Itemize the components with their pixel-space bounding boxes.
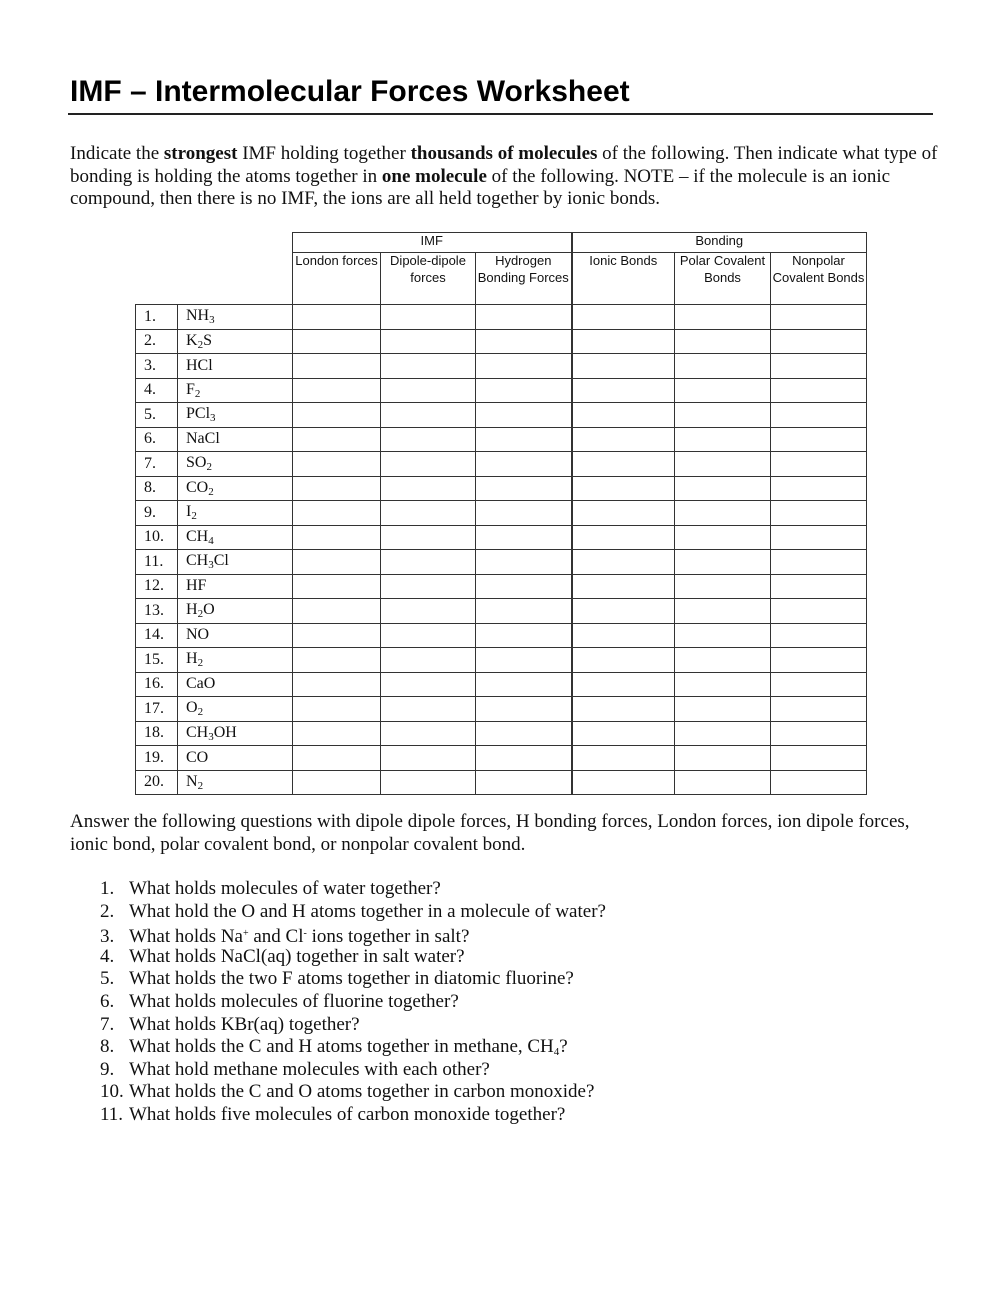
answer-cell-polar-covalent[interactable] bbox=[675, 721, 771, 746]
question-text: What hold methane molecules with each other? bbox=[129, 1058, 490, 1080]
molecule-formula bbox=[178, 378, 293, 403]
answer-cell-polar-covalent[interactable] bbox=[675, 770, 771, 795]
formula-text: H bbox=[186, 650, 198, 668]
intro-text-3: of the following. Then indicate what type of bonding is holding the atoms together in bbox=[70, 143, 938, 187]
table-row bbox=[136, 672, 867, 697]
answer-cell-polar-covalent[interactable] bbox=[675, 746, 771, 771]
answer-cell-london[interactable] bbox=[293, 452, 381, 477]
answer-cell-london[interactable] bbox=[293, 354, 381, 379]
row-number: 16. bbox=[136, 672, 178, 697]
row-number: 13. bbox=[136, 599, 178, 624]
answer-cell-polar-covalent[interactable] bbox=[675, 476, 771, 501]
answer-cell-polar-covalent[interactable] bbox=[675, 452, 771, 477]
answer-cell-polar-covalent[interactable] bbox=[675, 403, 771, 428]
question-text: What holds the two F atoms together in diatomic fluorine? bbox=[129, 968, 574, 990]
table-group-header-row bbox=[136, 233, 867, 253]
answer-cell-hydrogen-bonding[interactable] bbox=[476, 403, 572, 428]
table-row bbox=[136, 746, 867, 771]
answer-cell-polar-covalent[interactable] bbox=[675, 378, 771, 403]
formula-text: NH bbox=[186, 307, 210, 325]
formula-text: OH bbox=[213, 723, 237, 741]
table-row bbox=[136, 476, 867, 501]
answer-cell-nonpolar-covalent[interactable] bbox=[771, 305, 867, 330]
formula-text: HCl bbox=[186, 356, 213, 374]
molecule-formula bbox=[178, 525, 293, 550]
question-text: What holds molecules of water together? bbox=[129, 878, 441, 899]
formula-subscript: 3 bbox=[208, 559, 214, 572]
answer-cell-hydrogen-bonding[interactable] bbox=[476, 525, 572, 550]
answer-cell-london[interactable] bbox=[293, 599, 381, 624]
table-row bbox=[136, 329, 867, 354]
formula-subscript: 3 bbox=[208, 730, 214, 743]
answer-cell-london[interactable] bbox=[293, 525, 381, 550]
col-header-nonpolar-covalent: Nonpolar Covalent Bonds bbox=[771, 253, 867, 305]
answer-cell-hydrogen-bonding[interactable] bbox=[476, 476, 572, 501]
answer-cell-hydrogen-bonding[interactable] bbox=[476, 329, 572, 354]
answer-cell-dipole-dipole[interactable] bbox=[381, 476, 476, 501]
answer-cell-london[interactable] bbox=[293, 672, 381, 697]
answer-cell-hydrogen-bonding[interactable] bbox=[476, 427, 572, 452]
answer-cell-polar-covalent[interactable] bbox=[675, 697, 771, 722]
answer-cell-dipole-dipole[interactable] bbox=[381, 305, 476, 330]
molecule-formula bbox=[178, 746, 293, 771]
molecule-formula bbox=[178, 648, 293, 673]
formula-text: CH bbox=[186, 527, 209, 545]
answer-cell-ionic[interactable] bbox=[572, 599, 675, 624]
question-number: 11. bbox=[100, 1103, 124, 1125]
question-text: ? bbox=[559, 1036, 568, 1058]
question-item bbox=[70, 901, 606, 924]
intro-text-2: IMF holding together bbox=[237, 143, 411, 164]
table-row bbox=[136, 525, 867, 550]
answer-cell-hydrogen-bonding[interactable] bbox=[476, 672, 572, 697]
answer-cell-dipole-dipole[interactable] bbox=[381, 574, 476, 599]
instructions-paragraph bbox=[70, 143, 940, 211]
question-number: 10. bbox=[100, 1081, 124, 1103]
question-item bbox=[70, 1104, 606, 1127]
answer-cell-dipole-dipole[interactable] bbox=[381, 427, 476, 452]
answer-cell-hydrogen-bonding[interactable] bbox=[476, 550, 572, 575]
answer-cell-polar-covalent[interactable] bbox=[675, 672, 771, 697]
answer-cell-dipole-dipole[interactable] bbox=[381, 770, 476, 795]
answer-cell-london[interactable] bbox=[293, 550, 381, 575]
answer-cell-nonpolar-covalent[interactable] bbox=[771, 476, 867, 501]
answer-cell-dipole-dipole[interactable] bbox=[381, 525, 476, 550]
answer-cell-ionic[interactable] bbox=[572, 305, 675, 330]
answer-cell-hydrogen-bonding[interactable] bbox=[476, 770, 572, 795]
answer-cell-nonpolar-covalent[interactable] bbox=[771, 648, 867, 673]
formula-subscript: 2 bbox=[191, 510, 197, 523]
question-item bbox=[70, 991, 606, 1014]
answer-cell-nonpolar-covalent[interactable] bbox=[771, 550, 867, 575]
question-number: 7. bbox=[100, 1013, 115, 1035]
question-number: 4. bbox=[100, 945, 115, 967]
answer-cell-ionic[interactable] bbox=[572, 623, 675, 648]
answer-cell-hydrogen-bonding[interactable] bbox=[476, 574, 572, 599]
formula-text: PCl bbox=[186, 405, 211, 423]
answer-cell-polar-covalent[interactable] bbox=[675, 623, 771, 648]
answer-cell-ionic[interactable] bbox=[572, 378, 675, 403]
answer-cell-dipole-dipole[interactable] bbox=[381, 648, 476, 673]
formula-subscript: 2 bbox=[197, 706, 204, 719]
answer-cell-london[interactable] bbox=[293, 476, 381, 501]
formula-text: CH bbox=[186, 552, 209, 570]
row-number: 12. bbox=[136, 574, 178, 599]
formula-subscript: 2 bbox=[197, 338, 204, 351]
question-subscript: 4 bbox=[553, 1046, 560, 1059]
answer-cell-ionic[interactable] bbox=[572, 329, 675, 354]
answer-cell-london[interactable] bbox=[293, 648, 381, 673]
table-row bbox=[136, 550, 867, 575]
answer-cell-nonpolar-covalent[interactable] bbox=[771, 427, 867, 452]
answer-cell-london[interactable] bbox=[293, 378, 381, 403]
formula-subscript: 2 bbox=[208, 485, 214, 498]
formula-text: HF bbox=[186, 577, 207, 595]
formula-subscript: 2 bbox=[194, 387, 201, 400]
answer-cell-nonpolar-covalent[interactable] bbox=[771, 697, 867, 722]
row-number: 1. bbox=[136, 305, 178, 330]
answer-cell-ionic[interactable] bbox=[572, 574, 675, 599]
table-column-header-row bbox=[136, 253, 867, 305]
table-row bbox=[136, 305, 867, 330]
answer-cell-dipole-dipole[interactable] bbox=[381, 329, 476, 354]
answer-cell-hydrogen-bonding[interactable] bbox=[476, 305, 572, 330]
question-text: and Cl bbox=[248, 926, 304, 948]
row-number: 20. bbox=[136, 770, 178, 795]
answer-cell-nonpolar-covalent[interactable] bbox=[771, 672, 867, 697]
question-text: What holds molecules of fluorine together? bbox=[129, 990, 459, 1012]
table-row bbox=[136, 452, 867, 477]
formula-text: F bbox=[186, 380, 195, 398]
question-item bbox=[70, 946, 606, 969]
answer-cell-nonpolar-covalent[interactable] bbox=[771, 525, 867, 550]
col-header-ionic: Ionic Bonds bbox=[572, 253, 675, 305]
answer-cell-polar-covalent[interactable] bbox=[675, 574, 771, 599]
question-text: What holds the C and H atoms together in methane, CH bbox=[129, 1036, 554, 1058]
table-row bbox=[136, 697, 867, 722]
molecule-formula bbox=[178, 305, 293, 330]
table-row bbox=[136, 574, 867, 599]
row-number: 6. bbox=[136, 427, 178, 452]
question-number: 6. bbox=[100, 990, 115, 1012]
answer-cell-hydrogen-bonding[interactable] bbox=[476, 648, 572, 673]
answer-cell-london[interactable] bbox=[293, 721, 381, 746]
answer-cell-dipole-dipole[interactable] bbox=[381, 501, 476, 526]
molecule-formula bbox=[178, 427, 293, 452]
question-superscript: - bbox=[303, 928, 307, 940]
answer-cell-london[interactable] bbox=[293, 501, 381, 526]
molecule-formula bbox=[178, 501, 293, 526]
question-list bbox=[70, 878, 606, 1127]
question-item bbox=[70, 923, 606, 946]
table-row bbox=[136, 623, 867, 648]
answer-cell-london[interactable] bbox=[293, 329, 381, 354]
question-item bbox=[70, 1014, 606, 1037]
formula-subscript: 4 bbox=[208, 534, 214, 547]
answer-cell-nonpolar-covalent[interactable] bbox=[771, 746, 867, 771]
row-number: 11. bbox=[136, 550, 178, 575]
answer-cell-polar-covalent[interactable] bbox=[675, 501, 771, 526]
formula-text: CO bbox=[186, 478, 209, 496]
answer-cell-ionic[interactable] bbox=[572, 501, 675, 526]
question-text: What holds the C and O atoms together in carbon monoxide? bbox=[129, 1081, 595, 1103]
molecule-formula bbox=[178, 403, 293, 428]
question-number: 9. bbox=[100, 1058, 115, 1080]
answer-cell-ionic[interactable] bbox=[572, 746, 675, 771]
answer-cell-polar-covalent[interactable] bbox=[675, 354, 771, 379]
answer-cell-dipole-dipole[interactable] bbox=[381, 452, 476, 477]
formula-subscript: 2 bbox=[197, 608, 204, 621]
col-header-dipole-dipole: Dipole-dipole forces bbox=[381, 253, 476, 305]
molecule-formula bbox=[178, 452, 293, 477]
answer-cell-dipole-dipole[interactable] bbox=[381, 697, 476, 722]
molecule-formula bbox=[178, 770, 293, 795]
answer-cell-hydrogen-bonding[interactable] bbox=[476, 501, 572, 526]
molecule-formula bbox=[178, 550, 293, 575]
formula-text: H bbox=[186, 601, 198, 619]
answer-cell-dipole-dipole[interactable] bbox=[381, 403, 476, 428]
answer-cell-nonpolar-covalent[interactable] bbox=[771, 721, 867, 746]
answer-cell-dipole-dipole[interactable] bbox=[381, 378, 476, 403]
molecule-formula bbox=[178, 672, 293, 697]
molecule-formula bbox=[178, 697, 293, 722]
answer-cell-nonpolar-covalent[interactable] bbox=[771, 574, 867, 599]
question-item bbox=[70, 968, 606, 991]
answer-cell-london[interactable] bbox=[293, 403, 381, 428]
formula-text: N bbox=[186, 772, 198, 790]
answer-cell-london[interactable] bbox=[293, 770, 381, 795]
answer-cell-hydrogen-bonding[interactable] bbox=[476, 697, 572, 722]
formula-text: O bbox=[186, 699, 198, 717]
question-text: What holds Na bbox=[129, 926, 243, 948]
answer-cell-ionic[interactable] bbox=[572, 427, 675, 452]
formula-text: S bbox=[203, 331, 212, 349]
question-item bbox=[70, 1059, 606, 1082]
formula-subscript: 3 bbox=[210, 412, 216, 425]
question-number: 5. bbox=[100, 968, 115, 990]
row-number: 18. bbox=[136, 721, 178, 746]
bonding-group-header: Bonding bbox=[572, 233, 867, 253]
formula-text: NaCl bbox=[186, 430, 220, 448]
row-number: 19. bbox=[136, 746, 178, 771]
answer-cell-ionic[interactable] bbox=[572, 697, 675, 722]
answer-cell-polar-covalent[interactable] bbox=[675, 599, 771, 624]
row-number: 7. bbox=[136, 452, 178, 477]
answer-cell-ionic[interactable] bbox=[572, 550, 675, 575]
answer-cell-polar-covalent[interactable] bbox=[675, 329, 771, 354]
answer-cell-nonpolar-covalent[interactable] bbox=[771, 354, 867, 379]
table-row bbox=[136, 721, 867, 746]
molecule-formula bbox=[178, 721, 293, 746]
answer-cell-hydrogen-bonding[interactable] bbox=[476, 378, 572, 403]
answer-cell-nonpolar-covalent[interactable] bbox=[771, 452, 867, 477]
answer-cell-nonpolar-covalent[interactable] bbox=[771, 770, 867, 795]
formula-text: SO bbox=[186, 454, 207, 472]
formula-subscript: 2 bbox=[197, 779, 204, 792]
formula-text: NO bbox=[186, 626, 210, 644]
answer-cell-hydrogen-bonding[interactable] bbox=[476, 623, 572, 648]
question-number: 8. bbox=[100, 1036, 115, 1058]
imf-group-header: IMF bbox=[293, 233, 572, 253]
page-title: IMF – Intermolecular Forces Worksheet bbox=[70, 75, 630, 108]
molecule-formula bbox=[178, 354, 293, 379]
answer-cell-hydrogen-bonding[interactable] bbox=[476, 452, 572, 477]
answer-cell-dipole-dipole[interactable] bbox=[381, 623, 476, 648]
row-number: 15. bbox=[136, 648, 178, 673]
question-number: 3. bbox=[100, 926, 115, 948]
answer-cell-polar-covalent[interactable] bbox=[675, 305, 771, 330]
answer-cell-ionic[interactable] bbox=[572, 648, 675, 673]
formula-text: O bbox=[203, 601, 215, 619]
answer-cell-nonpolar-covalent[interactable] bbox=[771, 403, 867, 428]
formula-subscript: 2 bbox=[197, 657, 204, 670]
answer-cell-polar-covalent[interactable] bbox=[675, 550, 771, 575]
row-number: 17. bbox=[136, 697, 178, 722]
answer-cell-polar-covalent[interactable] bbox=[675, 525, 771, 550]
col-header-hydrogen-bonding: Hydrogen Bonding Forces bbox=[476, 253, 572, 305]
answer-cell-london[interactable] bbox=[293, 697, 381, 722]
question-text: What holds five molecules of carbon monoxide together? bbox=[129, 1103, 566, 1125]
table-row bbox=[136, 354, 867, 379]
question-text: What hold the O and H atoms together in a molecule of water? bbox=[129, 900, 606, 922]
answer-cell-ionic[interactable] bbox=[572, 452, 675, 477]
answer-cell-nonpolar-covalent[interactable] bbox=[771, 623, 867, 648]
answer-cell-nonpolar-covalent[interactable] bbox=[771, 329, 867, 354]
answer-cell-nonpolar-covalent[interactable] bbox=[771, 378, 867, 403]
molecule-formula bbox=[178, 329, 293, 354]
table-body bbox=[136, 305, 867, 795]
title-divider bbox=[68, 113, 933, 115]
row-number: 5. bbox=[136, 403, 178, 428]
answer-cell-dipole-dipole[interactable] bbox=[381, 746, 476, 771]
table-row bbox=[136, 648, 867, 673]
row-number: 14. bbox=[136, 623, 178, 648]
formula-text: CO bbox=[186, 748, 209, 766]
intro-text-1: Indicate the bbox=[70, 143, 164, 164]
row-number: 4. bbox=[136, 378, 178, 403]
table-corner-blank bbox=[136, 233, 293, 253]
answer-cell-dipole-dipole[interactable] bbox=[381, 550, 476, 575]
intro-text-4: of the following. NOTE – if the molecule is an ionic compound, then there is no IMF, the ions are all held together by ionic bonds. bbox=[70, 165, 891, 209]
formula-text: CaO bbox=[186, 675, 216, 693]
formula-subscript: 2 bbox=[206, 461, 212, 474]
answer-cell-ionic[interactable] bbox=[572, 672, 675, 697]
col-header-london: London forces bbox=[293, 253, 381, 305]
answer-cell-ionic[interactable] bbox=[572, 476, 675, 501]
formula-text: Cl bbox=[213, 552, 229, 570]
answer-cell-hydrogen-bonding[interactable] bbox=[476, 721, 572, 746]
answer-cell-nonpolar-covalent[interactable] bbox=[771, 501, 867, 526]
answer-cell-london[interactable] bbox=[293, 305, 381, 330]
answer-cell-ionic[interactable] bbox=[572, 721, 675, 746]
row-number: 2. bbox=[136, 329, 178, 354]
question-text: What holds KBr(aq) together? bbox=[129, 1013, 360, 1035]
answer-cell-dipole-dipole[interactable] bbox=[381, 672, 476, 697]
answer-cell-ionic[interactable] bbox=[572, 525, 675, 550]
molecule-formula bbox=[178, 574, 293, 599]
formula-text: K bbox=[186, 331, 198, 349]
questions-instructions: Answer the following questions with dipole dipole forces, H bonding forces, London forces, ion dipole forces, ionic bond, polar covalent bond, or nonpolar covalent bond. bbox=[70, 811, 910, 855]
table-row bbox=[136, 378, 867, 403]
row-number: 8. bbox=[136, 476, 178, 501]
answer-cell-london[interactable] bbox=[293, 574, 381, 599]
row-number: 9. bbox=[136, 501, 178, 526]
answer-cell-dipole-dipole[interactable] bbox=[381, 721, 476, 746]
answer-cell-dipole-dipole[interactable] bbox=[381, 599, 476, 624]
molecule-formula bbox=[178, 599, 293, 624]
table-row bbox=[136, 403, 867, 428]
question-text: ions together in salt? bbox=[306, 926, 470, 948]
col-header-polar-covalent: Polar Covalent Bonds bbox=[675, 253, 771, 305]
table-row bbox=[136, 501, 867, 526]
question-item bbox=[70, 1036, 606, 1059]
answer-cell-polar-covalent[interactable] bbox=[675, 427, 771, 452]
answer-cell-ionic[interactable] bbox=[572, 770, 675, 795]
answer-cell-london[interactable] bbox=[293, 623, 381, 648]
molecule-formula bbox=[178, 623, 293, 648]
imf-bonding-table bbox=[135, 232, 867, 795]
answer-cell-nonpolar-covalent[interactable] bbox=[771, 599, 867, 624]
row-number: 3. bbox=[136, 354, 178, 379]
answer-cell-london[interactable] bbox=[293, 427, 381, 452]
row-number: 10. bbox=[136, 525, 178, 550]
answer-cell-london[interactable] bbox=[293, 746, 381, 771]
table-row bbox=[136, 770, 867, 795]
answer-cell-ionic[interactable] bbox=[572, 354, 675, 379]
table-corner-blank-2 bbox=[136, 253, 293, 305]
answer-cell-hydrogen-bonding[interactable] bbox=[476, 599, 572, 624]
intro-bold-one-molecule: one molecule bbox=[381, 165, 487, 187]
question-superscript: + bbox=[242, 928, 249, 940]
formula-text: I bbox=[186, 503, 192, 521]
answer-cell-dipole-dipole[interactable] bbox=[381, 354, 476, 379]
question-item bbox=[70, 878, 606, 901]
intro-bold-strongest: strongest bbox=[163, 143, 238, 164]
intro-bold-thousands: thousands of molecules bbox=[410, 143, 598, 164]
question-item bbox=[70, 1081, 606, 1104]
answer-cell-hydrogen-bonding[interactable] bbox=[476, 354, 572, 379]
question-text: What holds NaCl(aq) together in salt water? bbox=[129, 945, 465, 967]
answer-cell-polar-covalent[interactable] bbox=[675, 648, 771, 673]
formula-text: CH bbox=[186, 723, 209, 741]
answer-cell-ionic[interactable] bbox=[572, 403, 675, 428]
table-row bbox=[136, 427, 867, 452]
question-number: 2. bbox=[100, 900, 115, 922]
table-row bbox=[136, 599, 867, 624]
formula-subscript: 3 bbox=[209, 314, 215, 327]
question-number: 1. bbox=[100, 878, 115, 899]
answer-cell-hydrogen-bonding[interactable] bbox=[476, 746, 572, 771]
molecule-formula bbox=[178, 476, 293, 501]
